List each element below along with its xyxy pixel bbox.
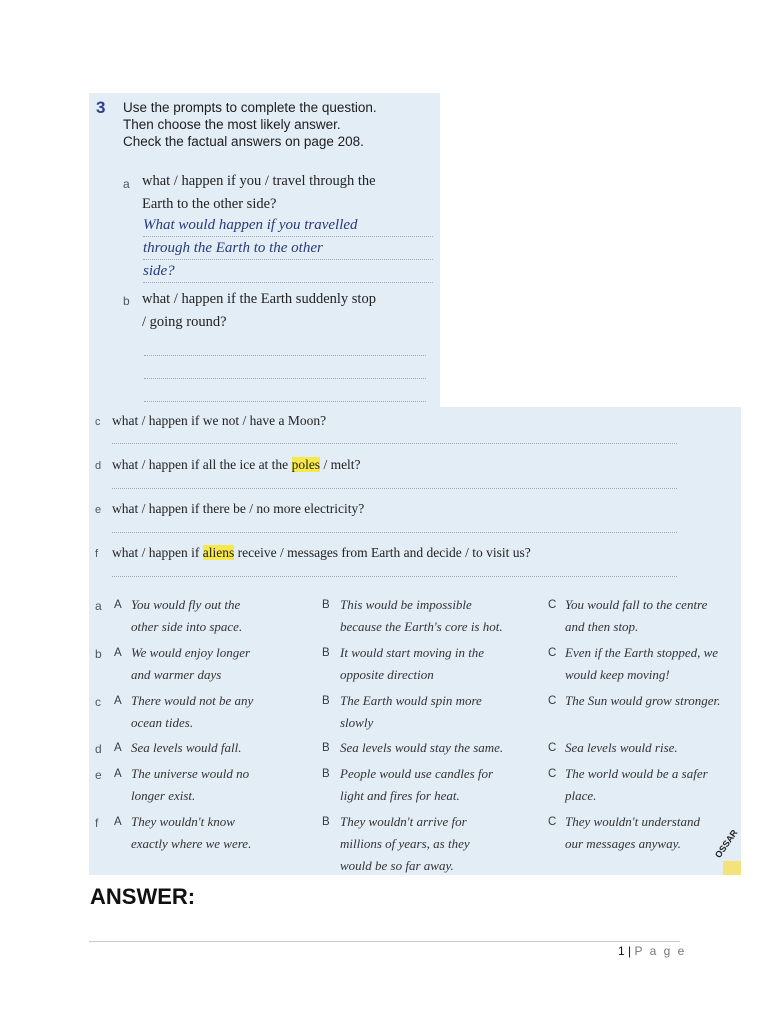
option-line: People would use candles for xyxy=(340,766,494,781)
publisher-logo xyxy=(711,827,741,875)
instruction-line: Use the prompts to complete the question. xyxy=(123,100,377,115)
question-a-letter: a xyxy=(123,177,130,191)
option-line: You would fall to the centre xyxy=(565,597,708,612)
option-line: Sea levels would rise. xyxy=(565,740,678,755)
answer-line[interactable] xyxy=(112,532,677,533)
option-c-label: C xyxy=(548,742,557,754)
answer-heading: ANSWER: xyxy=(90,884,196,909)
option-line: There would not be any xyxy=(131,693,254,708)
option-line: The universe would no xyxy=(131,766,250,781)
answer-d-option-b[interactable] xyxy=(340,737,503,759)
answer-e-option-c[interactable] xyxy=(565,763,708,807)
option-line: This would be impossible xyxy=(340,597,472,612)
option-c-label: C xyxy=(548,647,557,659)
page-separator: | xyxy=(624,944,635,958)
prompt-text: what / happen if all the ice at the xyxy=(112,457,292,472)
option-b-label: B xyxy=(322,816,330,828)
option-line: millions of years, as they xyxy=(340,836,470,851)
option-a-label: A xyxy=(114,816,122,828)
answer-row-letter: d xyxy=(95,742,102,756)
prompt-text: receive / messages from Earth and decide / to visit us? xyxy=(234,545,531,560)
answer-a-option-a[interactable] xyxy=(131,594,242,638)
answer-row-letter: f xyxy=(95,816,99,830)
exercise-instructions xyxy=(123,99,433,150)
answer-f-option-c[interactable] xyxy=(565,811,700,855)
answer-row-letter: c xyxy=(95,695,101,709)
option-line: opposite direction xyxy=(340,667,434,682)
answer-row-letter: e xyxy=(95,768,102,782)
prompt-line: what / happen if the Earth suddenly stop xyxy=(142,291,376,307)
instruction-line: Check the factual answers on page 208. xyxy=(123,134,364,149)
answer-line[interactable] xyxy=(144,378,426,379)
answer-c-option-c[interactable] xyxy=(565,690,720,712)
option-line: exactly where we were. xyxy=(131,836,252,851)
answer-f-option-b[interactable] xyxy=(340,811,470,877)
option-a-label: A xyxy=(114,599,122,611)
answer-f-option-a[interactable] xyxy=(131,811,251,855)
option-line: other side into space. xyxy=(131,619,243,634)
option-line: because the Earth's core is hot. xyxy=(340,619,503,634)
answer-c-option-a[interactable] xyxy=(131,690,253,734)
exercise-top-panel xyxy=(89,93,440,411)
prompt-line: what / happen if you / travel through the xyxy=(142,173,376,189)
option-line: They wouldn't understand xyxy=(565,814,700,829)
highlighted-word: poles xyxy=(291,457,321,472)
handwritten-line: through the Earth to the other xyxy=(143,237,433,260)
option-line: would be so far away. xyxy=(340,858,454,873)
option-b-label: B xyxy=(322,742,330,754)
prompt-text: what / happen if xyxy=(112,545,203,560)
answer-line[interactable] xyxy=(112,443,677,444)
answer-line[interactable] xyxy=(112,576,677,577)
option-a-label: A xyxy=(114,768,122,780)
question-b-letter: b xyxy=(123,294,130,308)
instruction-line: Then choose the most likely answer. xyxy=(123,117,341,132)
answer-b-option-a[interactable] xyxy=(131,642,250,686)
option-c-label: C xyxy=(548,768,557,780)
answer-b-option-c[interactable] xyxy=(565,642,718,686)
page-label: P a g e xyxy=(634,944,687,958)
answer-e-option-a[interactable] xyxy=(131,763,249,807)
option-line: The Sun would grow stronger. xyxy=(565,693,721,708)
option-b-label: B xyxy=(322,695,330,707)
option-line: Even if the Earth stopped, we xyxy=(565,645,719,660)
question-e-letter: e xyxy=(95,504,102,516)
option-c-label: C xyxy=(548,695,557,707)
option-b-label: B xyxy=(322,647,330,659)
option-a-label: A xyxy=(114,647,122,659)
option-c-label: C xyxy=(548,599,557,611)
answer-a-option-b[interactable] xyxy=(340,594,503,638)
option-line: longer exist. xyxy=(131,788,196,803)
option-line: They wouldn't know xyxy=(131,814,235,829)
option-b-label: B xyxy=(322,768,330,780)
option-line: We would enjoy longer xyxy=(131,645,251,660)
option-line: You would fly out the xyxy=(131,597,241,612)
option-a-label: A xyxy=(114,742,122,754)
footer-divider xyxy=(89,941,680,942)
answer-line[interactable] xyxy=(144,355,426,356)
question-f-letter: f xyxy=(95,548,99,560)
prompt-line: / going round? xyxy=(142,314,227,330)
answer-line[interactable] xyxy=(112,488,677,489)
question-b-prompt xyxy=(142,288,376,334)
answer-b-option-b[interactable] xyxy=(340,642,484,686)
option-line: our messages anyway. xyxy=(565,836,681,851)
answer-d-option-c[interactable] xyxy=(565,737,678,759)
option-b-label: B xyxy=(322,599,330,611)
handwritten-line: What would happen if you travelled xyxy=(143,214,433,237)
question-c-prompt: what / happen if we not / have a Moon? xyxy=(112,413,327,428)
option-line: ocean tides. xyxy=(131,715,194,730)
question-d-prompt xyxy=(112,457,361,473)
answer-e-option-b[interactable] xyxy=(340,763,493,807)
question-f-prompt xyxy=(112,545,531,561)
exercise-bottom-panel xyxy=(89,407,741,875)
answer-row-letter: b xyxy=(95,647,102,661)
page-number: 1 xyxy=(618,944,625,958)
exercise-number: 3 xyxy=(96,98,106,117)
option-line: The world would be a safer xyxy=(565,766,708,781)
option-line: light and fires for heat. xyxy=(340,788,460,803)
answer-row-letter: a xyxy=(95,599,102,613)
question-e-prompt: what / happen if there be / no more electricity? xyxy=(112,501,365,516)
answer-a-option-c[interactable] xyxy=(565,594,707,638)
option-line: They wouldn't arrive for xyxy=(340,814,467,829)
question-c-letter: c xyxy=(95,416,101,428)
page-footer xyxy=(618,944,686,958)
question-d-letter: d xyxy=(95,460,102,472)
option-line: and warmer days xyxy=(131,667,222,682)
option-line: slowly xyxy=(340,715,374,730)
prompt-text: / melt? xyxy=(320,457,361,472)
answer-c-option-b[interactable] xyxy=(340,690,482,734)
option-c-label: C xyxy=(548,816,557,828)
question-a-handwritten-answer xyxy=(143,214,433,283)
answer-d-option-a[interactable] xyxy=(131,737,241,759)
option-a-label: A xyxy=(114,695,122,707)
highlighted-word: aliens xyxy=(202,545,235,560)
option-line: Sea levels would fall. xyxy=(131,740,242,755)
option-line: place. xyxy=(565,788,597,803)
logo-text: OSSAR xyxy=(713,827,740,860)
option-line: would keep moving! xyxy=(565,667,670,682)
logo-corner xyxy=(723,861,741,875)
option-line: Sea levels would stay the same. xyxy=(340,740,504,755)
prompt-line: Earth to the other side? xyxy=(142,196,277,212)
handwritten-line: side? xyxy=(143,260,433,283)
answer-line[interactable] xyxy=(144,401,426,402)
option-line: It would start moving in the xyxy=(340,645,485,660)
question-a-prompt xyxy=(142,170,376,216)
option-line: The Earth would spin more xyxy=(340,693,482,708)
option-line: and then stop. xyxy=(565,619,639,634)
